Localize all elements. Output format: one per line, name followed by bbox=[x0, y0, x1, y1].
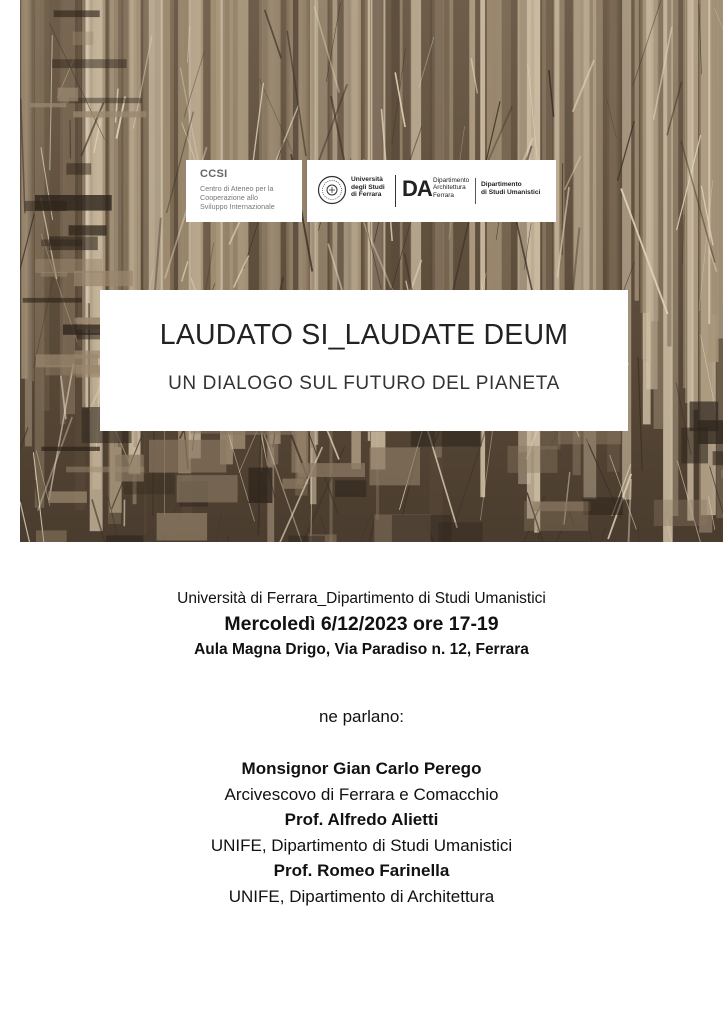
ccsi-logo bbox=[186, 160, 302, 222]
speaker-name: Monsignor Gian Carlo Perego bbox=[241, 759, 482, 778]
university-seal-icon bbox=[317, 175, 347, 205]
architecture-department-name: Dipartimento Architettura Ferrara bbox=[433, 177, 470, 199]
unife-departments-logo bbox=[307, 160, 556, 222]
event-organizer: Università di Ferrara_Dipartimento di Studi Umanistici bbox=[177, 590, 546, 607]
speaker-name: Prof. Alfredo Alietti bbox=[284, 810, 439, 829]
university-name: Università degli Studi di Ferrara bbox=[351, 176, 385, 199]
logo-divider bbox=[475, 178, 476, 204]
ccsi-logo-title: CCSI bbox=[200, 168, 228, 180]
da-mark: DA bbox=[402, 176, 432, 201]
speaker-role: UNIFE, Dipartimento di Architettura bbox=[228, 887, 495, 906]
logo-divider bbox=[395, 175, 396, 207]
speaker-role: UNIFE, Dipartimento di Studi Umanistici bbox=[210, 836, 513, 855]
title-panel bbox=[100, 290, 628, 431]
hero-photo-banner bbox=[20, 0, 723, 542]
speaker-name: Prof. Romeo Farinella bbox=[273, 861, 450, 880]
event-date-time: Mercoledì 6/12/2023 ore 17-19 bbox=[224, 613, 499, 635]
speakers-intro: ne parlano: bbox=[318, 707, 405, 726]
speaker-role: Arcivescovo di Ferrara e Comacchio bbox=[224, 785, 499, 804]
event-venue: Aula Magna Drigo, Via Paradiso n. 12, Ferrara bbox=[194, 641, 529, 658]
bark-texture-image bbox=[20, 0, 723, 542]
event-subtitle: UN DIALOGO SUL FUTURO DEL PIANETA bbox=[168, 373, 560, 394]
humanities-department-name: Dipartimento di Studi Umanistici bbox=[481, 181, 541, 196]
event-title: LAUDATO SI_LAUDATE DEUM bbox=[159, 319, 569, 351]
ccsi-logo-subtitle: Centro di Ateneo per la Cooperazione allo Sviluppo Internazionale bbox=[200, 184, 275, 211]
